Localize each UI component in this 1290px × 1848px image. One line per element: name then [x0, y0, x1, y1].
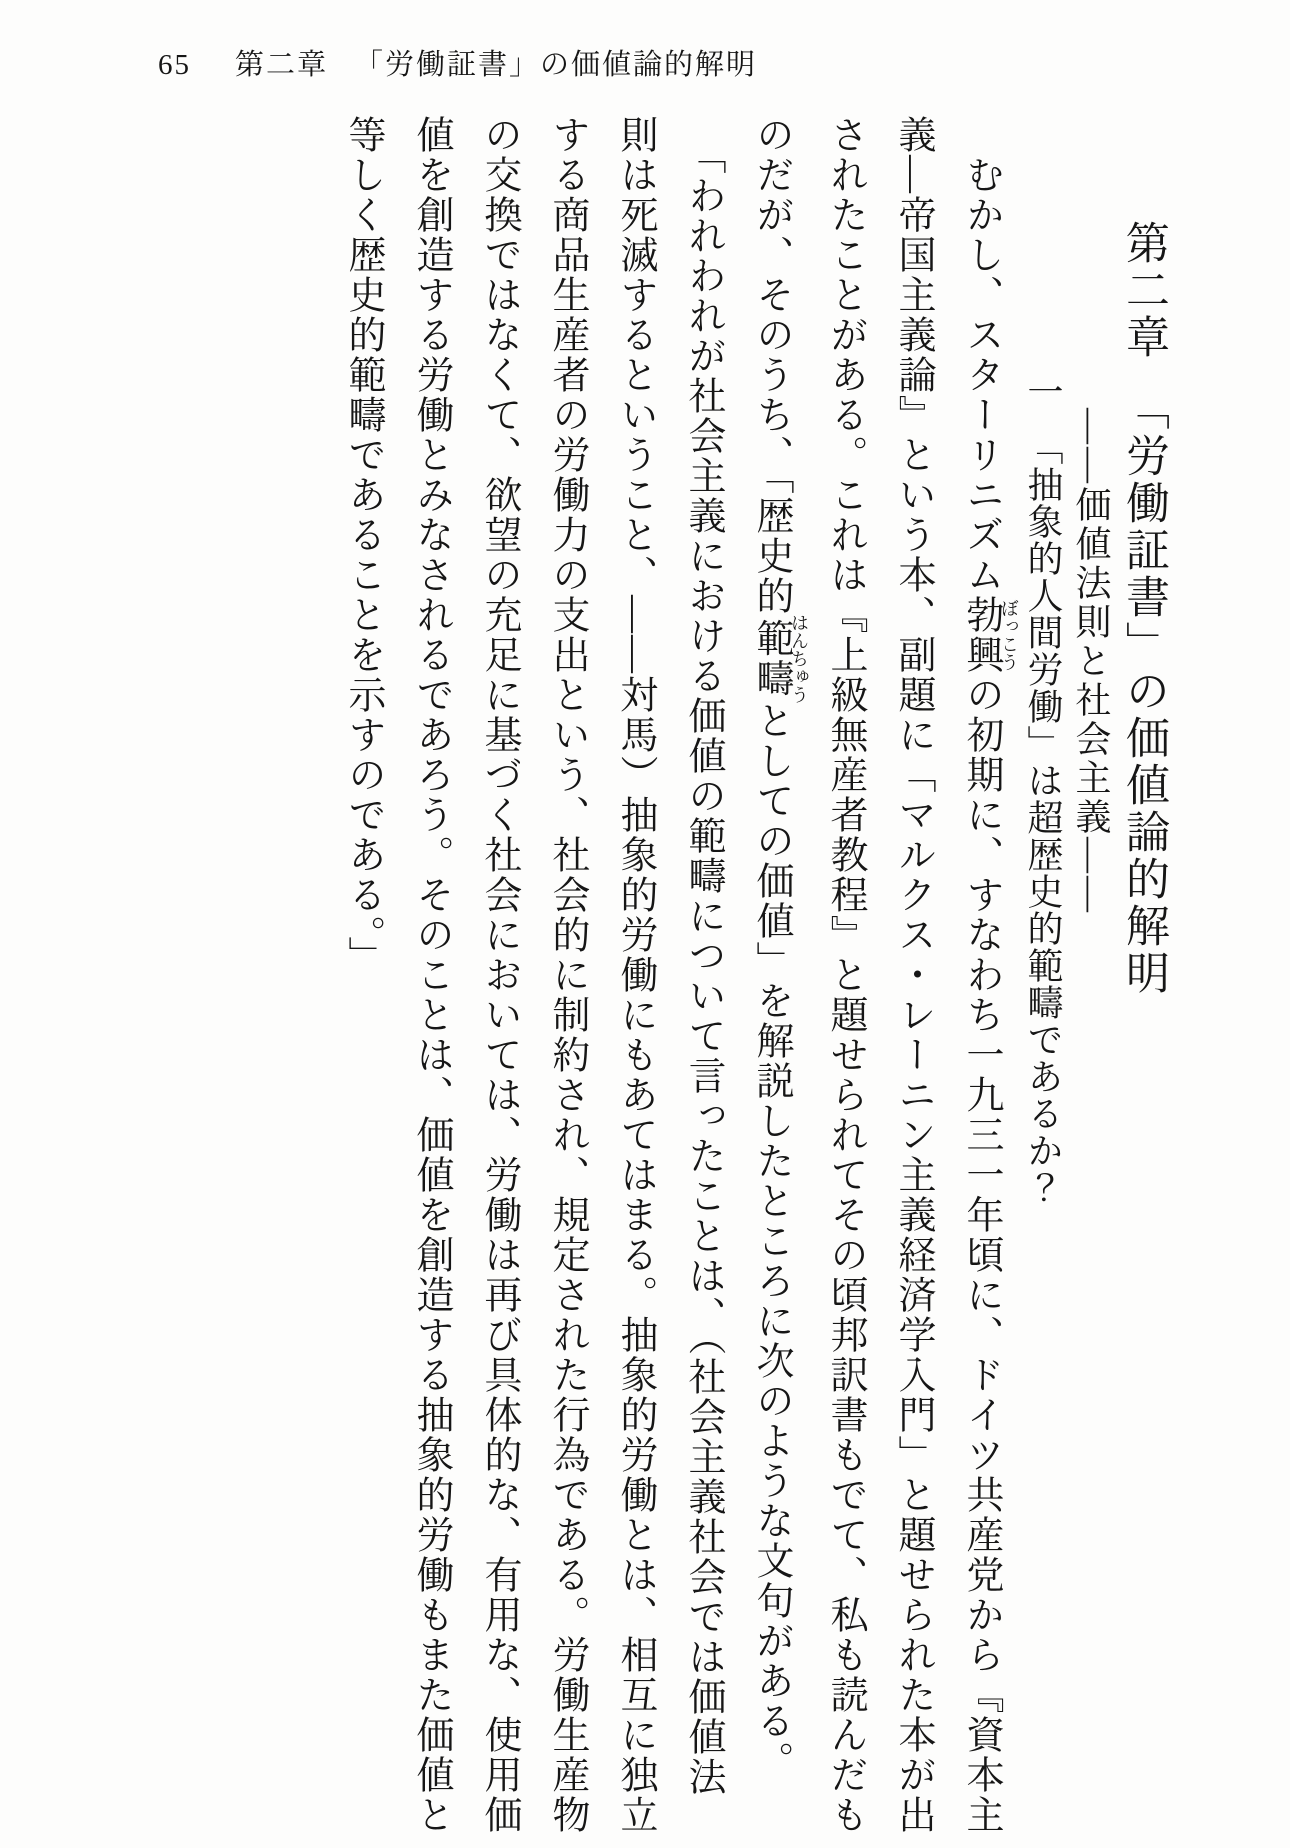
chapter-subtitle: ――価値法則と社会主義―― — [1071, 408, 1111, 915]
running-head-chapter-title: 「労働証書」の価値論的解明 — [354, 49, 758, 81]
page-number: 65 — [158, 49, 191, 81]
text-column: されたことがある。これは『上級無産者教程』と題せられてその頃邦訳書もでて、私も読んだも — [824, 115, 866, 1835]
text-column: 則は死滅するということ、――対馬）抽象的労働にもあてはまる。抽象的労働とは、相互に独立 — [614, 115, 656, 1835]
text-column: する商品生産者の労働力の支出という、社会的に制約され、規定された行為である。労働生産物 — [546, 115, 588, 1835]
text-column: 値を創造する労働とみなされるであろう。そのことは、価値を創造する抽象的労働もまた価値と — [410, 115, 452, 1835]
ruby-annotated-word: 勃興ぼっこう — [960, 595, 1019, 675]
running-head-chapter-label: 第二章 — [235, 49, 329, 81]
paragraph-columns — [332, 115, 1018, 1848]
text-column: のだが、そのうち、「歴史的範疇はんちゅうとしての価値」を解説したところに次のような文句がある。 — [750, 115, 809, 1781]
text-column: 等しく歴史的範疇であることを示すのである。」 — [342, 115, 384, 976]
section-heading: 一 「抽象的人間労働」は超歴史的範疇であるか？ — [1023, 373, 1063, 1206]
text-column: むかし、スターリニズム勃興ぼっこうの初期に、すなわち一九三一年頃に、ドイツ共産党から『資本主 — [960, 115, 1019, 1835]
ruby-annotated-word: 範疇はんちゅう — [750, 613, 809, 704]
page-body — [326, 115, 1172, 1848]
text-column: 義―帝国主義論』という本、副題に「マルクス・レーニン主義経済学入門」と題せられた本が出 — [892, 115, 934, 1835]
text-column: の交換ではなくて、欲望の充足に基づく社会においては、労働は再び具体的な、有用な、使用価 — [478, 115, 520, 1835]
running-head — [158, 42, 757, 83]
chapter-heading: 第二章 「労働証書」の価値論的解明 — [1119, 220, 1168, 997]
text-column: 「われわれが社会主義における価値の範疇について言ったことは、（社会主義社会では価値法 — [682, 115, 724, 1797]
